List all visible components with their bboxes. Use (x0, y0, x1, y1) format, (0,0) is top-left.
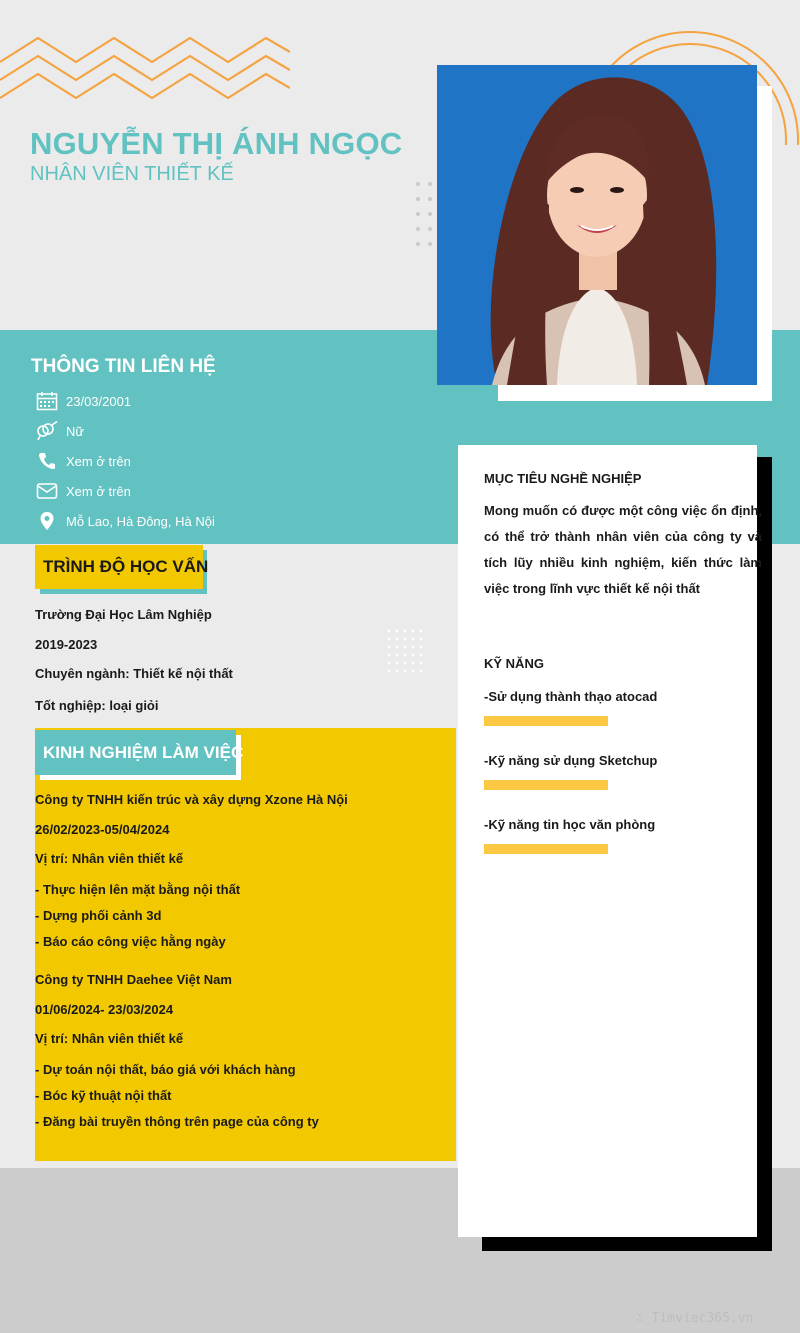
contact-address (35, 506, 415, 536)
contact-birthdate (35, 386, 415, 416)
education-grade: Tốt nghiệp: loại giỏi (35, 698, 159, 713)
objective-text: Mong muốn có được một công việc ổn định, có thể trở thành nhân viên của công ty và tích lũy nhiều kinh nghiệm, kiến thức làm việc trong lĩnh vực thiết kế nội thất (484, 503, 762, 596)
education-school: Trường Đại Học Lâm Nghiệp (35, 607, 212, 622)
contact-value: Xem ở trên (66, 453, 131, 469)
contact-value: Mỗ Lao, Hà Đông, Hà Nội (66, 513, 215, 529)
skill-label: -Sử dụng thành thạo atocad (484, 689, 658, 704)
zigzag-decoration (0, 30, 290, 105)
contact-value: 23/03/2001 (66, 393, 132, 409)
job-position: Vị trí: Nhân viên thiết kế (35, 1031, 184, 1046)
contact-section-title: THÔNG TIN LIÊN HỆ (31, 356, 216, 377)
education-major: Chuyên ngành: Thiết kế nội thất (35, 666, 233, 681)
profile-photo (437, 65, 757, 385)
skill-bar (484, 844, 608, 854)
contact-email (35, 476, 415, 506)
job-task: - Thực hiện lên mặt bằng nội thất (35, 882, 241, 897)
skills-title: KỸ NĂNG (484, 656, 544, 671)
candidate-name: NGUYỄN THỊ ÁNH NGỌC (30, 126, 403, 161)
job-period: 26/02/2023-05/04/2024 (35, 822, 170, 837)
email-icon (35, 479, 59, 503)
watermark: ∴ Timviec365.vn (636, 1311, 754, 1326)
skill-label: -Kỹ năng tin học văn phòng (484, 817, 656, 832)
job-task: - Đăng bài truyền thông trên page của công ty (35, 1114, 319, 1129)
objective-title: MỤC TIÊU NGHỀ NGHIỆP (484, 471, 642, 486)
gender-icon (35, 419, 59, 443)
job-company: Công ty TNHH Daehee Việt Nam (35, 972, 232, 987)
job-task: - Dựng phối cảnh 3d (35, 908, 162, 923)
job-task: - Bóc kỹ thuật nội thất (35, 1088, 172, 1103)
dots-decoration (386, 628, 426, 674)
contact-value: Xem ở trên (66, 483, 131, 499)
job-company: Công ty TNHH kiến trúc và xây dựng Xzone Hà Nội (35, 792, 348, 807)
skill-bar (484, 716, 608, 726)
skill-bar (484, 780, 608, 790)
contact-gender (35, 416, 415, 446)
experience-section-title: KINH NGHIỆM LÀM VIỆC (35, 730, 236, 775)
skill-label: -Kỹ năng sử dụng Sketchup (484, 753, 658, 768)
dots-decoration (414, 180, 436, 250)
contact-phone (35, 446, 415, 476)
contact-list (35, 386, 415, 536)
contact-value: Nữ (66, 423, 85, 439)
location-pin-icon (35, 509, 59, 533)
job-task: - Dự toán nội thất, báo giá với khách hàng (35, 1062, 296, 1077)
education-years: 2019-2023 (35, 637, 98, 652)
calendar-icon (35, 389, 59, 413)
education-section-title: TRÌNH ĐỘ HỌC VẤN (35, 545, 203, 589)
job-task: - Báo cáo công việc hằng ngày (35, 934, 226, 949)
job-position: Vị trí: Nhân viên thiết kế (35, 851, 184, 866)
job-period: 01/06/2024- 23/03/2024 (35, 1002, 174, 1017)
job-title: NHÂN VIÊN THIẾT KẾ (30, 163, 234, 185)
phone-icon (35, 449, 59, 473)
